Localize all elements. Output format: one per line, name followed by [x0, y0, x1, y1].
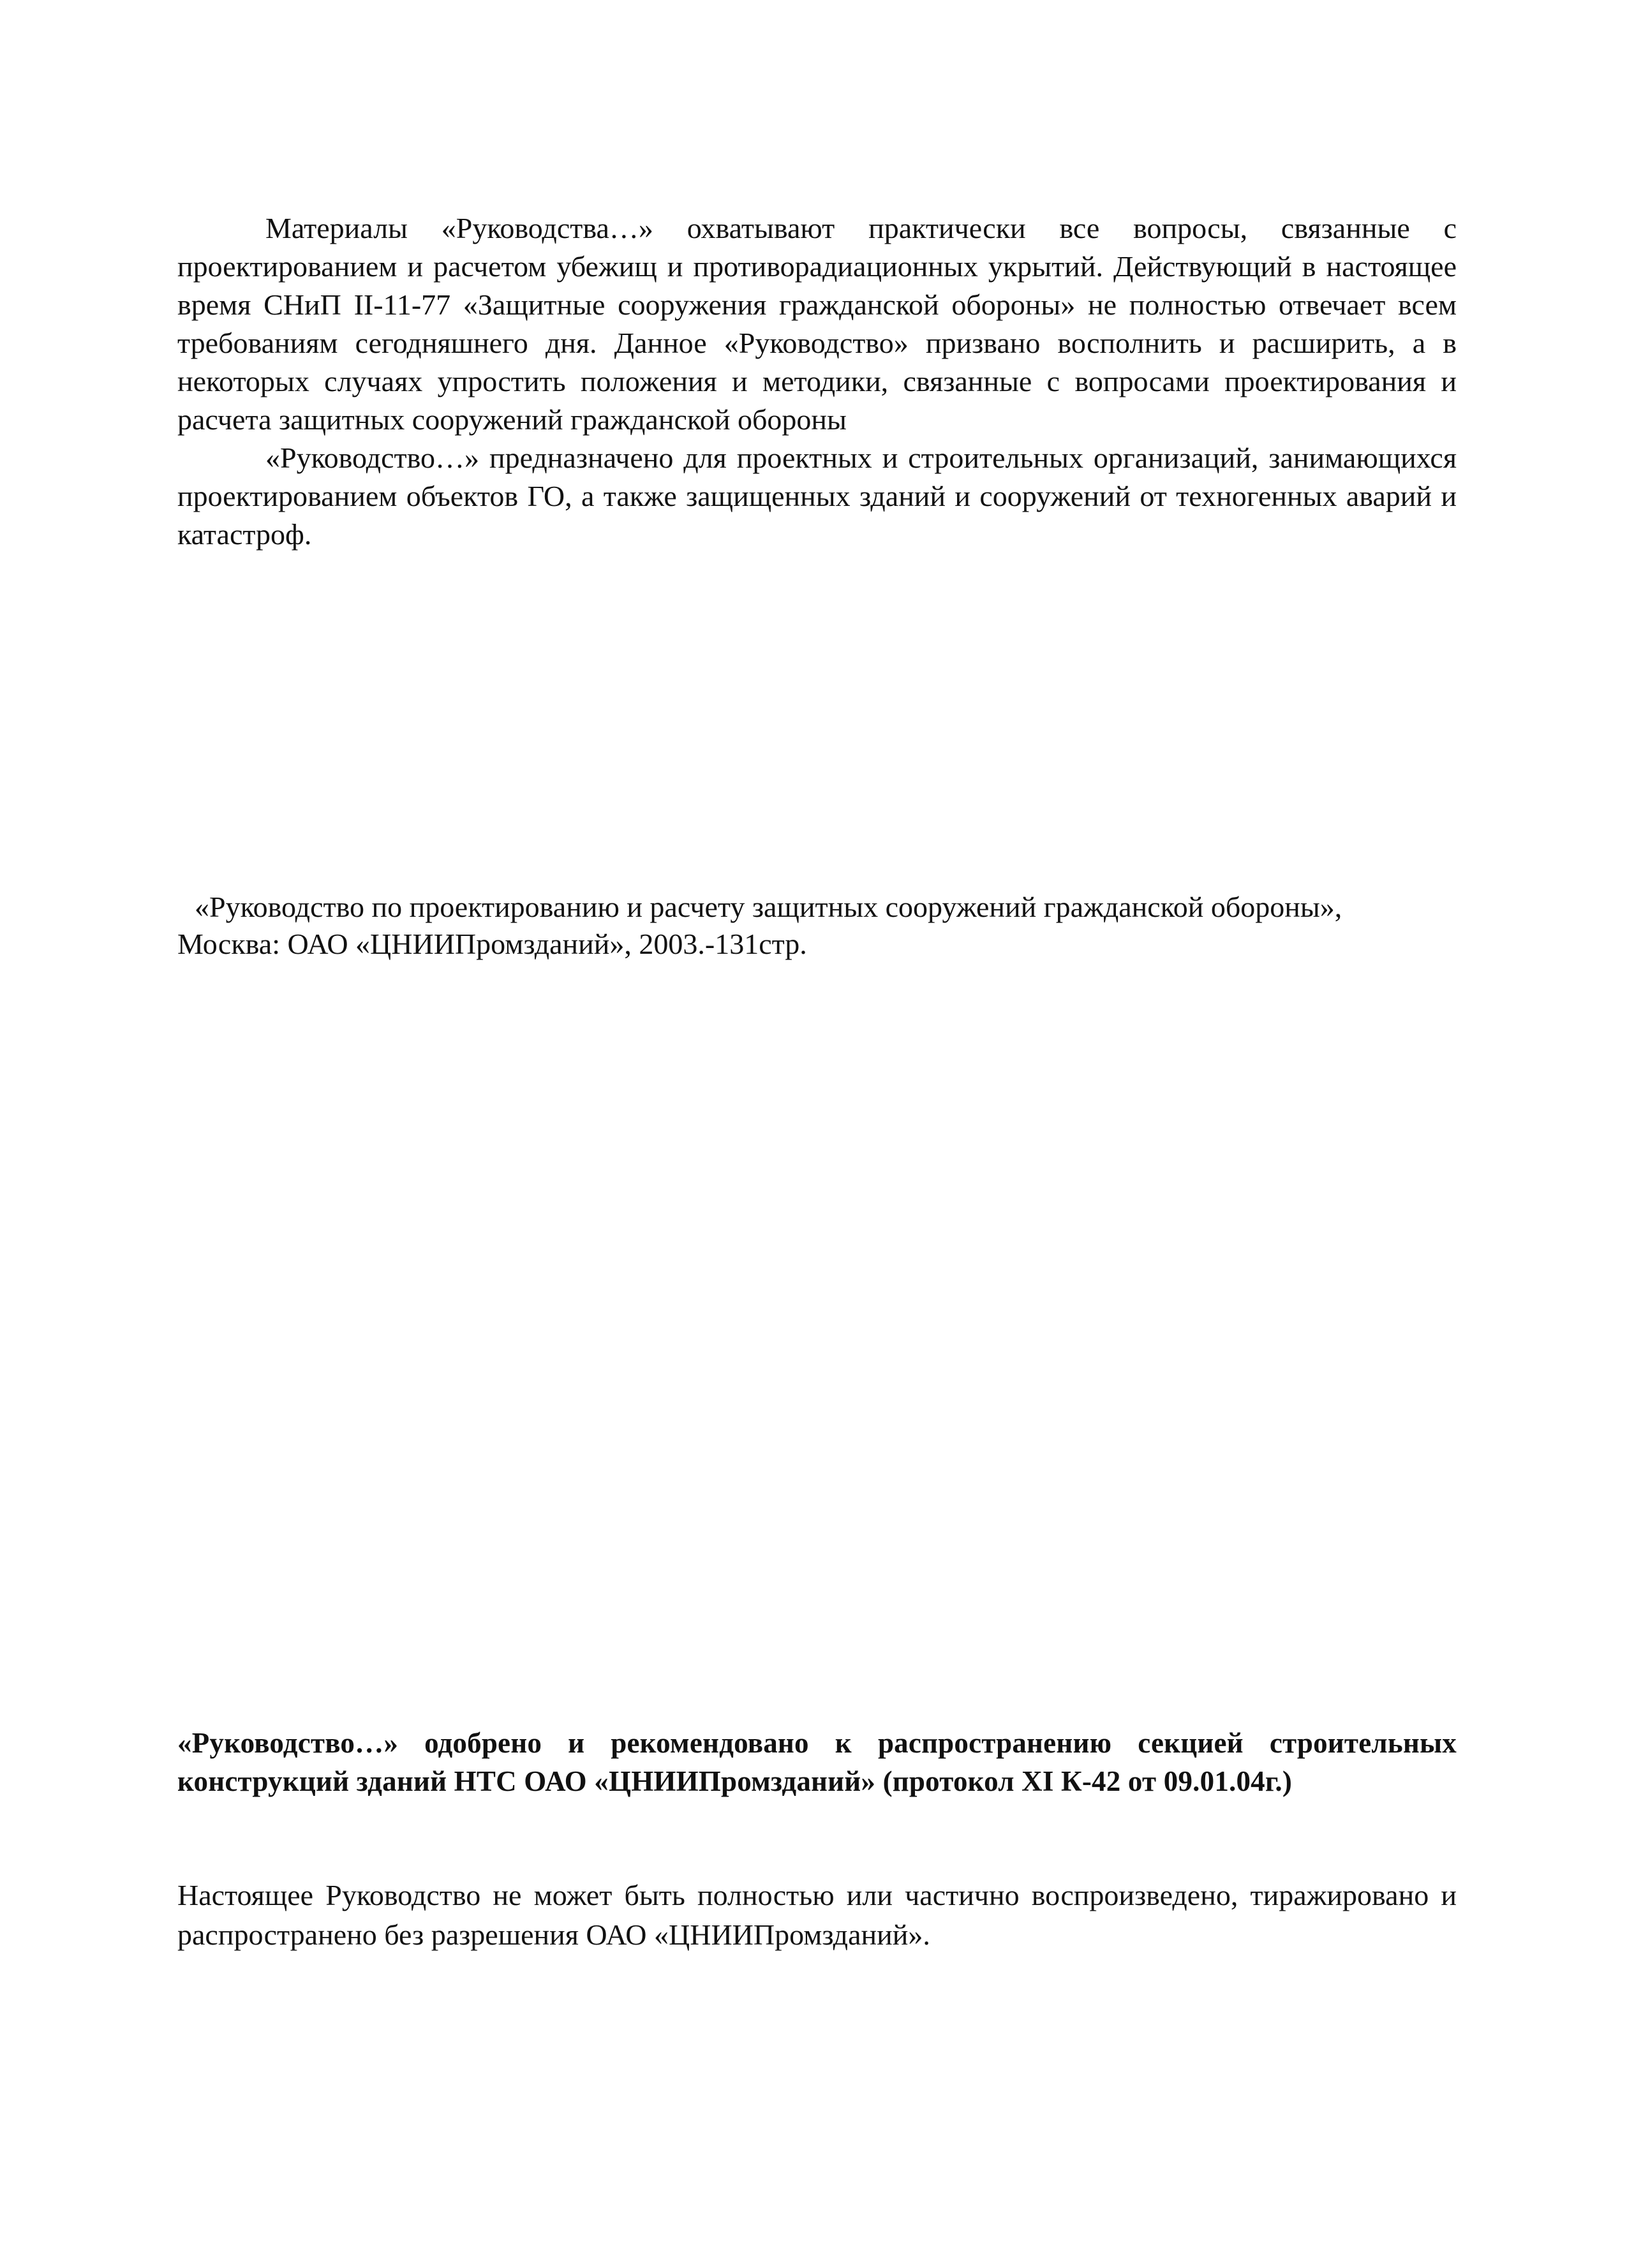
copyright-text: Настоящее Руководство не может быть полностью или частично воспроизведено, тиражировано и распространено без разрешения ОАО «ЦНИИПромзданий».	[177, 1879, 1457, 1951]
approval-section	[177, 1724, 1457, 1800]
citation-publisher-line: Москва: ОАО «ЦНИИПромзданий», 2003.-131стр.	[177, 928, 807, 960]
citation-title-line: «Руководство по проектированию и расчету защитных сооружений гражданской обороны»,	[195, 891, 1342, 923]
intro-paragraph-1: Материалы «Руководства…» охватывают практически все вопросы, связанные с проектированием и расчетом убежищ и противорадиационных укрытий. Действующий в настоящее время СНиП II-11-77 «Защитные сооружения гражданской обороны» не полностью отвечает всем требованиям сегодняшнего дня. Данное «Руководство» призвано восполнить и расширить, а в некоторых случаях упростить положения и методики, связанные с вопросами проектирования и расчета защитных сооружений гражданской обороны	[177, 212, 1457, 436]
intro-section	[177, 209, 1457, 554]
intro-paragraph-2: «Руководство…» предназначено для проектных и строительных организаций, занимающихся проектированием объектов ГО, а также защищенных зданий и сооружений от техногенных аварий и катастроф.	[177, 441, 1457, 551]
copyright-section	[177, 1876, 1457, 1955]
bibliographic-citation	[177, 889, 1473, 963]
approval-text: «Руководство…» одобрено и рекомендовано к распространению секцией строительных конструкций зданий НТС ОАО «ЦНИИПромзданий» (протокол XI К-42 от 09.01.04г.)	[177, 1727, 1457, 1797]
